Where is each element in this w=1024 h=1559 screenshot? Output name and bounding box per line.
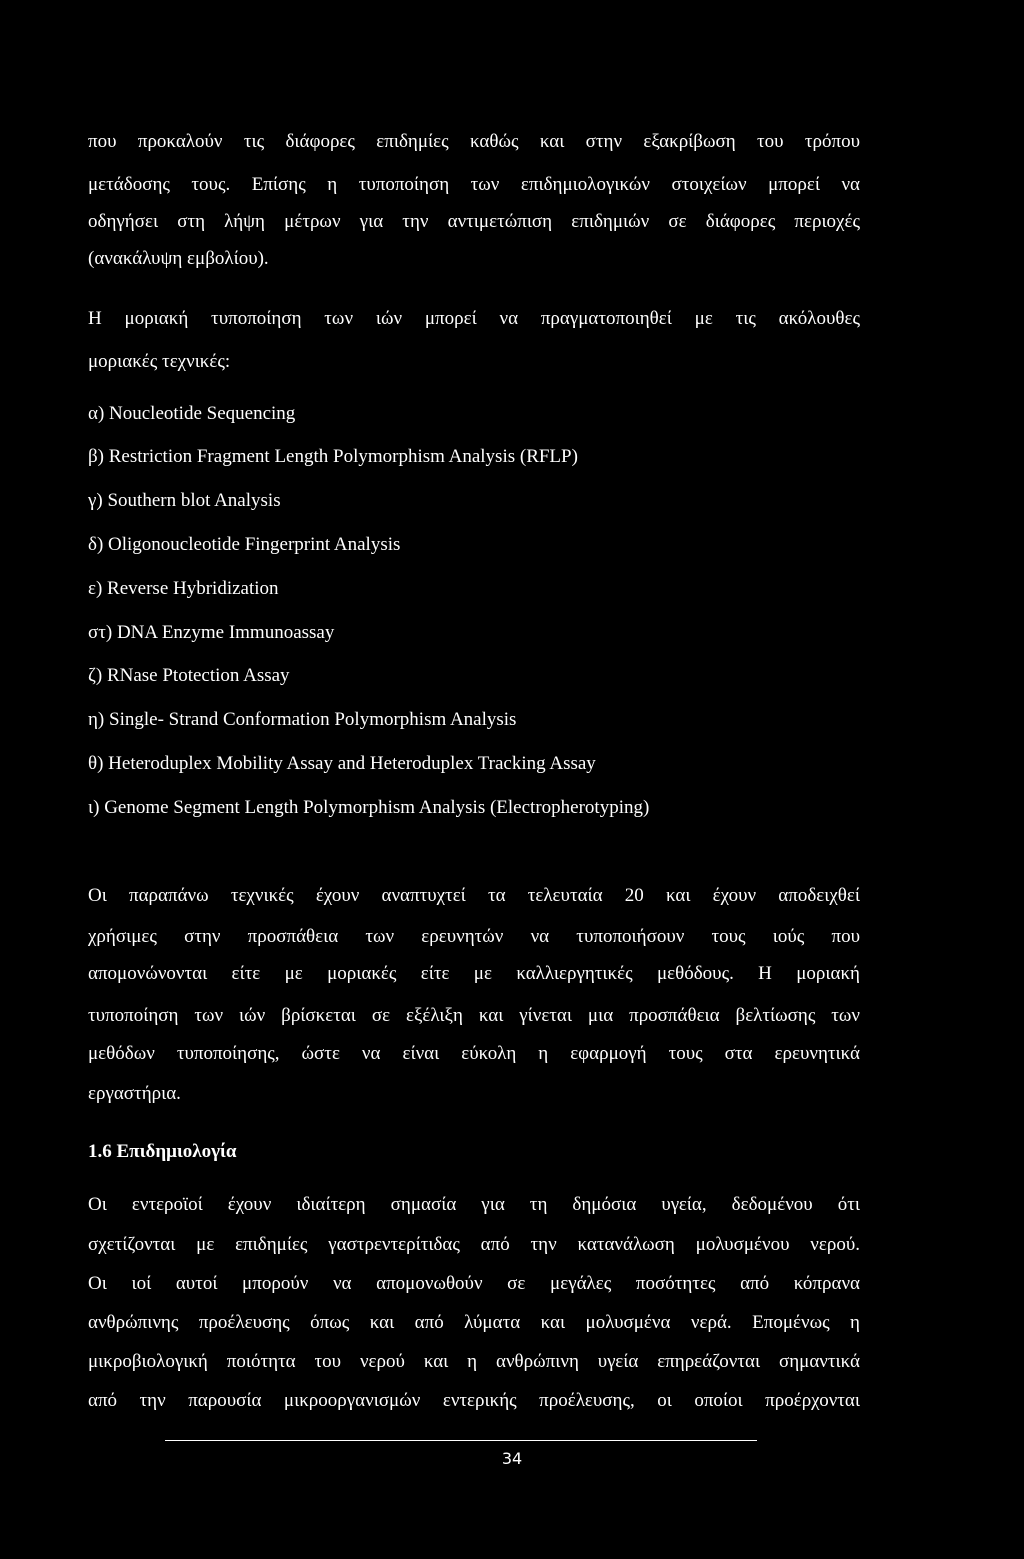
text-line: μικροβιολογική ποιότητα του νερού και η ανθρώπινη υγεία επηρεάζονται σημαντικά	[88, 1351, 860, 1372]
footer-divider	[165, 1440, 757, 1441]
text-line: τυποποίηση των ιών βρίσκεται σε εξέλιξη και γίνεται μια προσπάθεια βελτίωσης των	[88, 1005, 860, 1026]
text-line: εργαστήρια.	[88, 1083, 181, 1104]
list-item: η) Single- Strand Conformation Polymorphism Analysis	[88, 709, 517, 730]
text-line: χρήσιμες στην προσπάθεια των ερευνητών να τυποποιήσουν τους ιούς που	[88, 926, 860, 947]
text-line: μοριακές τεχνικές:	[88, 351, 231, 372]
text-line: σχετίζονται με επιδημίες γαστρεντερίτιδας από την κατανάλωση μολυσμένου νερού.	[88, 1234, 860, 1255]
section-heading: 1.6 Επιδημιολογία	[88, 1141, 237, 1162]
list-item: β) Restriction Fragment Length Polymorphism Analysis (RFLP)	[88, 446, 578, 467]
list-item: στ) DNA Enzyme Immunoassay	[88, 622, 335, 643]
list-item: α) Noucleotide Sequencing	[88, 403, 296, 424]
text-line: που προκαλούν τις διάφορες επιδημίες καθώς και στην εξακρίβωση του τρόπου	[88, 131, 860, 152]
list-item: δ) Oligonoucleotide Fingerprint Analysis	[88, 534, 401, 555]
text-line: ανθρώπινης προέλευσης όπως και από λύματα και μολυσμένα νερά. Επομένως η	[88, 1312, 860, 1333]
text-line: Οι παραπάνω τεχνικές έχουν αναπτυχτεί τα τελευταία 20 και έχουν αποδειχθεί	[88, 885, 860, 906]
list-item: ε) Reverse Hybridization	[88, 578, 279, 599]
text-line: απομονώνονται είτε με μοριακές είτε με καλλιεργητικές μεθόδους. Η μοριακή	[88, 963, 860, 984]
text-line: (ανακάλυψη εμβολίου).	[88, 248, 269, 269]
list-item: γ) Southern blot Analysis	[88, 490, 281, 511]
text-line: μεθόδων τυποποίησης, ώστε να είναι εύκολη η εφαρμογή τους στα ερευνητικά	[88, 1043, 860, 1064]
text-line: Οι εντεροϊοί έχουν ιδιαίτερη σημασία για τη δημόσια υγεία, δεδομένου ότι	[88, 1194, 860, 1215]
text-line: μετάδοσης τους. Επίσης η τυποποίηση των επιδημιολογικών στοιχείων μπορεί να	[88, 174, 860, 195]
page-number: 34	[501, 1449, 523, 1468]
text-line: Η μοριακή τυποποίηση των ιών μπορεί να πραγματοποιηθεί με τις ακόλουθες	[88, 308, 860, 329]
list-item: θ) Heteroduplex Mobility Assay and Heteroduplex Tracking Assay	[88, 753, 596, 774]
text-line: από την παρουσία μικροοργανισμών εντερικής προέλευσης, οι οποίοι προέρχονται	[88, 1390, 860, 1411]
list-item: ι) Genome Segment Length Polymorphism Analysis (Electropherotyping)	[88, 797, 650, 818]
text-line: Οι ιοί αυτοί μπορούν να απομονωθούν σε μεγάλες ποσότητες από κόπρανα	[88, 1273, 860, 1294]
text-line: οδηγήσει στη λήψη μέτρων για την αντιμετώπιση επιδημιών σε διάφορες περιοχές	[88, 211, 860, 232]
list-item: ζ) RNase Ptotection Assay	[88, 665, 290, 686]
